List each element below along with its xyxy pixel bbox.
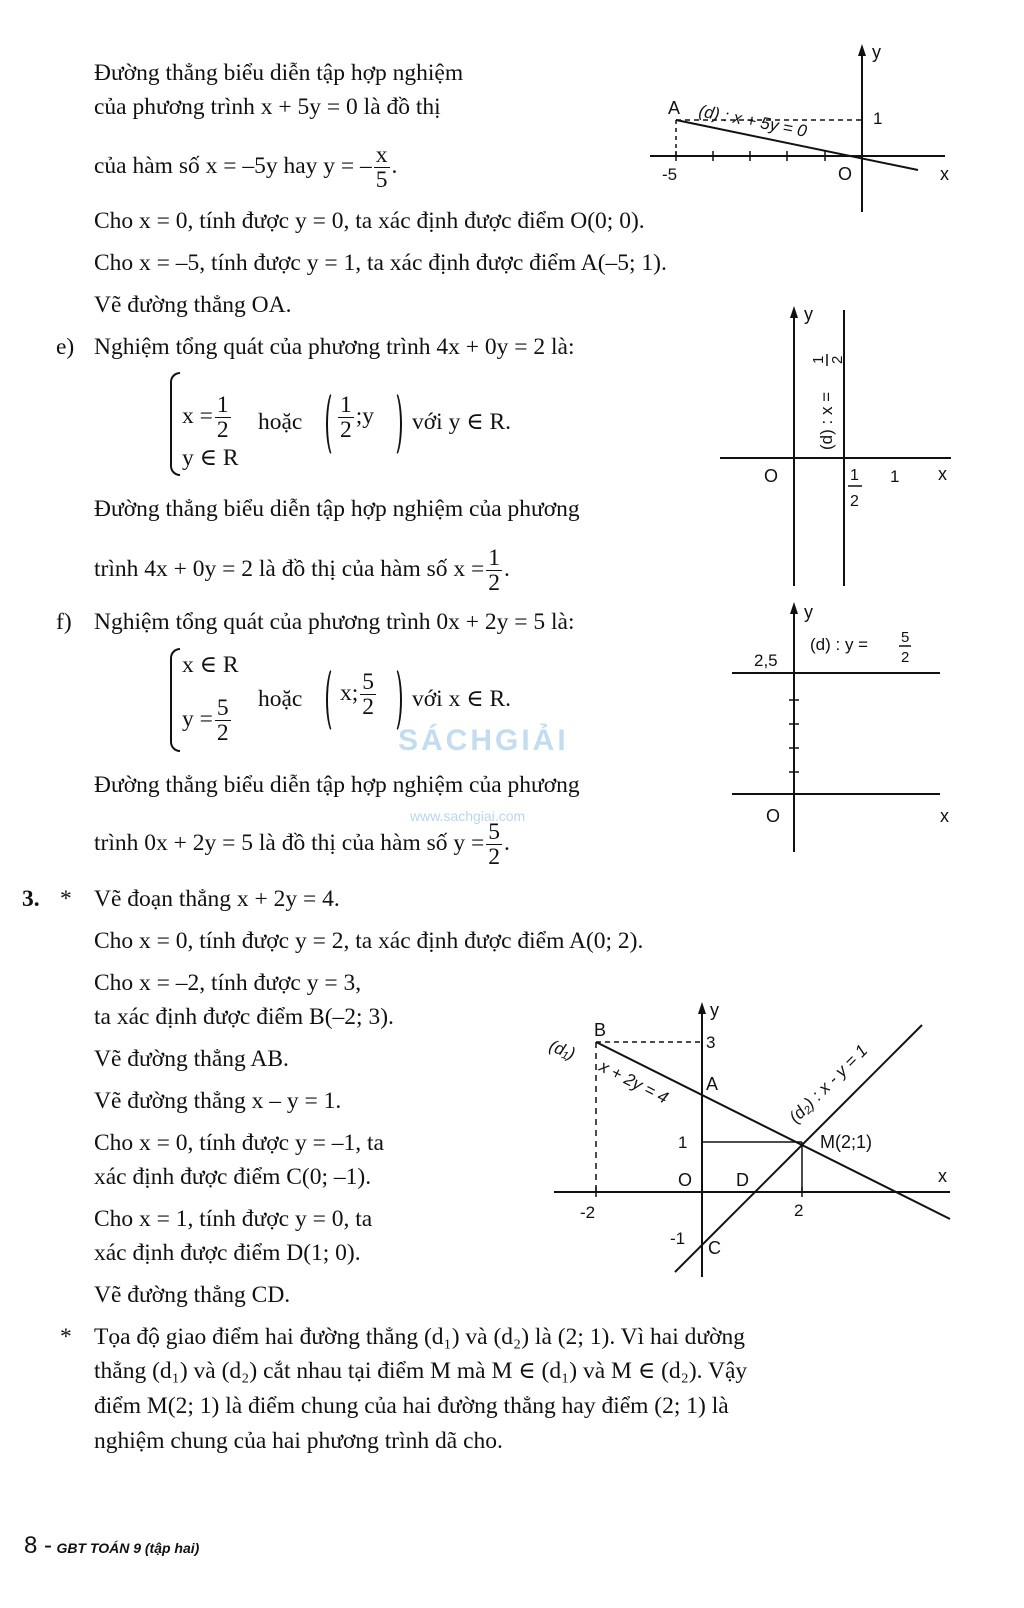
line-d-label: (d) : y = bbox=[810, 635, 869, 654]
point-a-label: A bbox=[706, 1074, 719, 1094]
fraction: $\frac{5}{2}$ bbox=[216, 695, 229, 746]
tick-label: 1 bbox=[890, 467, 900, 486]
text-line: Vẽ đoạn thẳng x + 2y = 4. bbox=[94, 886, 340, 912]
equation: x = $\frac{1}{2}$ bbox=[182, 392, 229, 443]
text-line: Cho x = –5, tính được y = 1, ta xác định được điểm A(–5; 1). bbox=[94, 250, 667, 276]
equation: y = $\frac{5}{2}$ bbox=[182, 695, 229, 746]
text-line: Vẽ đường thẳng AB. bbox=[94, 1046, 289, 1072]
origin-label: O bbox=[766, 806, 781, 826]
watermark-url: www.sachgiai.com bbox=[410, 808, 526, 824]
watermark-logo: SÁCHGIẢI bbox=[398, 724, 569, 757]
svg-text:5: 5 bbox=[901, 629, 910, 646]
text-line: xác định được điểm C(0; –1). bbox=[94, 1164, 372, 1190]
text-line: Đường thẳng biểu diễn tập hợp nghiệm bbox=[94, 60, 464, 86]
pair: $\frac{1}{2}$ ;y bbox=[340, 392, 375, 443]
text-line: trình 4x + 0y = 2 là đồ thị của hàm số x = $\frac{1}{2}$ . bbox=[94, 545, 510, 596]
pair: x; $\frac{5}{2}$ bbox=[340, 669, 375, 720]
exercise-number: 3. bbox=[22, 886, 40, 912]
point-a-label: A bbox=[668, 98, 681, 118]
text-line: Đường thẳng biểu diễn tập hợp nghiệm của phương bbox=[94, 772, 580, 798]
graph-3 bbox=[728, 598, 968, 858]
equation: x ∈ R bbox=[182, 652, 239, 678]
text-line: nghiệm chung của hai phương trình dã cho. bbox=[94, 1428, 503, 1454]
graph-4 bbox=[540, 992, 960, 1282]
x-axis-label: x bbox=[940, 806, 949, 826]
point-m-label: M(2;1) bbox=[820, 1132, 873, 1152]
text-line: Vẽ đường thẳng x – y = 1. bbox=[94, 1088, 342, 1114]
line-d1-label: (d₁) bbox=[546, 1036, 578, 1064]
y-axis-label: y bbox=[804, 304, 813, 324]
tick-label: 2 bbox=[794, 1201, 804, 1220]
text-line: trình 0x + 2y = 5 là đồ thị của hàm số y = $\frac{5}{2}$ . bbox=[94, 819, 510, 870]
tick-label: -1 bbox=[670, 1229, 686, 1248]
part-e-label: e) bbox=[56, 334, 75, 360]
part-f-label: f) bbox=[56, 609, 72, 635]
paren-right bbox=[386, 390, 402, 458]
x-axis-label: x bbox=[940, 164, 949, 184]
text-line: Vẽ đường thẳng CD. bbox=[94, 1282, 291, 1308]
system-brace bbox=[170, 372, 180, 476]
text-line: Cho x = 1, tính được y = 0, ta bbox=[94, 1206, 373, 1232]
origin-label: O bbox=[838, 164, 853, 184]
text-line: Cho x = –2, tính được y = 3, bbox=[94, 970, 362, 996]
line-d2-label: (d₂) : x - y = 1 bbox=[785, 1041, 872, 1127]
footer bbox=[24, 1532, 199, 1560]
origin-label: O bbox=[764, 466, 779, 486]
text-line: của hàm số x = –5y hay y = – $\frac{x}{5}$ . bbox=[94, 142, 398, 193]
text-line: ta xác định được điểm B(–2; 3). bbox=[94, 1004, 394, 1030]
text-span: của hàm số x = –5y hay y = – bbox=[94, 152, 372, 179]
text-span: với y ∈ R. bbox=[412, 409, 512, 435]
y-axis-label: y bbox=[872, 42, 881, 62]
origin-label: O bbox=[678, 1170, 693, 1190]
fraction: $\frac{1}{2}$ bbox=[216, 392, 229, 443]
tick-label: 1 bbox=[850, 467, 859, 484]
text-line: Tọa độ giao điểm hai đường thẳng (d₁) và (d₂) là (2; 1). Vì hai dường bbox=[94, 1324, 746, 1350]
tick-label: -2 bbox=[580, 1203, 596, 1222]
tick-label: 1 bbox=[873, 109, 883, 128]
text-line: của phương trình x + 5y = 0 là đồ thị bbox=[94, 94, 441, 120]
svg-text:(d) : x =: (d) : x = bbox=[817, 391, 836, 450]
y-axis-label: y bbox=[710, 1000, 719, 1020]
text-line: Vẽ đường thẳng OA. bbox=[94, 292, 292, 318]
system-brace bbox=[170, 648, 180, 752]
y-axis-label: y bbox=[804, 602, 813, 622]
point-c-label: C bbox=[708, 1238, 721, 1258]
fraction: $\frac{1}{2}$ bbox=[488, 545, 501, 596]
text-line: điểm M(2; 1) là điểm chung của hai đường thẳng hay điểm (2; 1) là bbox=[94, 1393, 729, 1419]
graph-1 bbox=[640, 40, 960, 220]
tick-label: 1 bbox=[678, 1133, 688, 1152]
x-axis-label: x bbox=[938, 1166, 947, 1186]
line-d-label: (d) : x + 5y = 0 bbox=[697, 101, 809, 141]
tick-label: 3 bbox=[706, 1033, 716, 1052]
text-line: Nghiệm tổng quát của phương trình 0x + 2y = 5 là: bbox=[94, 609, 575, 635]
x-axis-label: x bbox=[938, 464, 947, 484]
svg-text:2: 2 bbox=[829, 355, 846, 364]
svg-text:2: 2 bbox=[901, 649, 910, 666]
fraction: $\frac{5}{2}$ bbox=[488, 819, 501, 870]
text-span: với x ∈ R. bbox=[412, 686, 512, 712]
equation: y ∈ R bbox=[182, 445, 239, 471]
tick-label: -5 bbox=[662, 165, 678, 184]
svg-text:2: 2 bbox=[850, 493, 859, 510]
text-line: xác định được điểm D(1; 0). bbox=[94, 1240, 361, 1266]
fraction: $\frac{x}{5}$ bbox=[375, 142, 388, 193]
text-line: Nghiệm tổng quát của phương trình 4x + 0y = 2 là: bbox=[94, 334, 575, 360]
text-line: Đường thẳng biểu diễn tập hợp nghiệm của phương bbox=[94, 496, 580, 522]
text-span: hoặc bbox=[258, 686, 303, 712]
text-line: Cho x = 0, tính được y = 0, ta xác định được điểm O(0; 0). bbox=[94, 208, 645, 234]
text-span: hoặc bbox=[258, 409, 303, 435]
bullet: * bbox=[60, 886, 72, 912]
text-line: thẳng (d₁) và (d₂) cắt nhau tại điểm M mà M ∈ (d₁) và M ∈ (d₂). Vậy bbox=[94, 1358, 748, 1384]
line-d-label bbox=[810, 354, 846, 450]
book-title: GBT TOÁN 9 (tập hai) bbox=[56, 1540, 200, 1556]
point-b-label: B bbox=[594, 1020, 607, 1040]
point-d-label: D bbox=[736, 1170, 749, 1190]
graph-2 bbox=[716, 300, 966, 590]
tick-label: 2,5 bbox=[754, 651, 778, 670]
line-d1-equation: x + 2y = 4 bbox=[596, 1056, 672, 1108]
text-line: Cho x = 0, tính được y = –1, ta bbox=[94, 1130, 384, 1156]
text-line: Cho x = 0, tính được y = 2, ta xác định được điểm A(0; 2). bbox=[94, 928, 644, 954]
page-number: 8 - bbox=[24, 1532, 53, 1559]
bullet: * bbox=[60, 1324, 72, 1350]
svg-text:1: 1 bbox=[810, 355, 827, 364]
